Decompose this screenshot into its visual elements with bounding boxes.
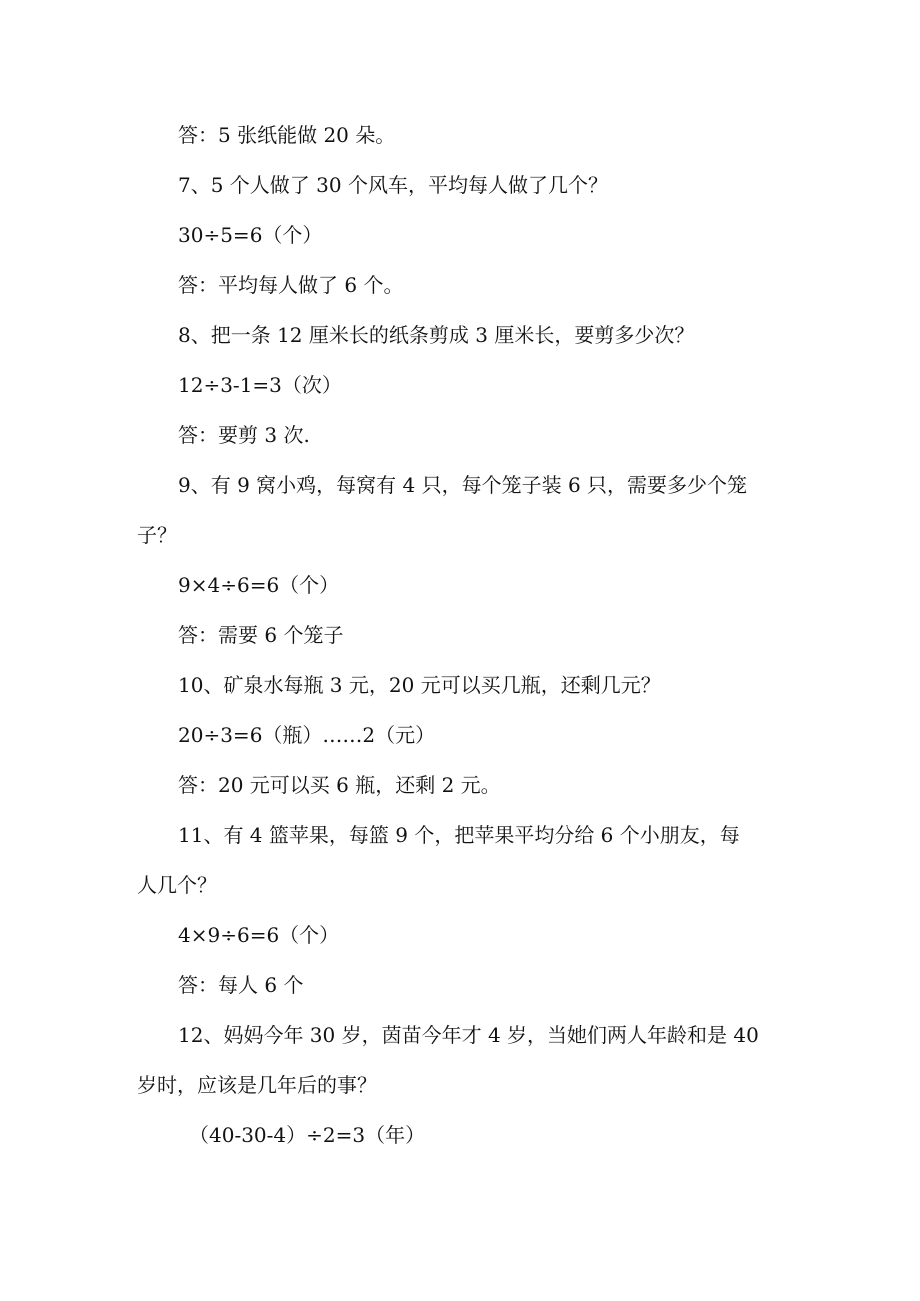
text-line: 8、把一条 12 厘米长的纸条剪成 3 厘米长，要剪多少次？ bbox=[178, 323, 695, 347]
text-line: 7、5 个人做了 30 个风车，平均每人做了几个？ bbox=[178, 173, 608, 197]
text-line: 11、有 4 篮苹果，每篮 9 个，把苹果平均分给 6 个小朋友，每 bbox=[178, 823, 740, 847]
text-line: （40-30-4）÷2=3（年） bbox=[189, 1123, 426, 1147]
text-line: 10、矿泉水每瓶 3 元，20 元可以买几瓶，还剩几元？ bbox=[178, 673, 661, 697]
text-line: 9×4÷6=6（个） bbox=[178, 573, 340, 597]
text-line: 答：要剪 3 次. bbox=[178, 423, 310, 447]
text-line: 12、妈妈今年 30 岁，茵苗今年才 4 岁，当她们两人年龄和是 40 bbox=[178, 1023, 759, 1047]
text-line: 岁时，应该是几年后的事？ bbox=[137, 1073, 377, 1097]
text-line: 答：每人 6 个 bbox=[178, 973, 304, 997]
text-line: 9、有 9 窝小鸡，每窝有 4 只，每个笼子装 6 只，需要多少个笼 bbox=[178, 473, 748, 497]
text-line: 子？ bbox=[137, 523, 177, 547]
text-line: 答：5 张纸能做 20 朵。 bbox=[178, 123, 396, 147]
text-line: 人几个？ bbox=[137, 873, 217, 897]
text-line: 30÷5=6（个） bbox=[178, 223, 323, 247]
text-line: 答：20 元可以买 6 瓶，还剩 2 元。 bbox=[178, 773, 501, 797]
text-line: 4×9÷6=6（个） bbox=[178, 923, 340, 947]
text-line: 12÷3-1=3（次） bbox=[178, 373, 342, 397]
text-line: 20÷3=6（瓶）……2（元） bbox=[178, 723, 436, 747]
text-line: 答：需要 6 个笼子 bbox=[178, 623, 344, 647]
text-line: 答：平均每人做了 6 个。 bbox=[178, 273, 404, 297]
